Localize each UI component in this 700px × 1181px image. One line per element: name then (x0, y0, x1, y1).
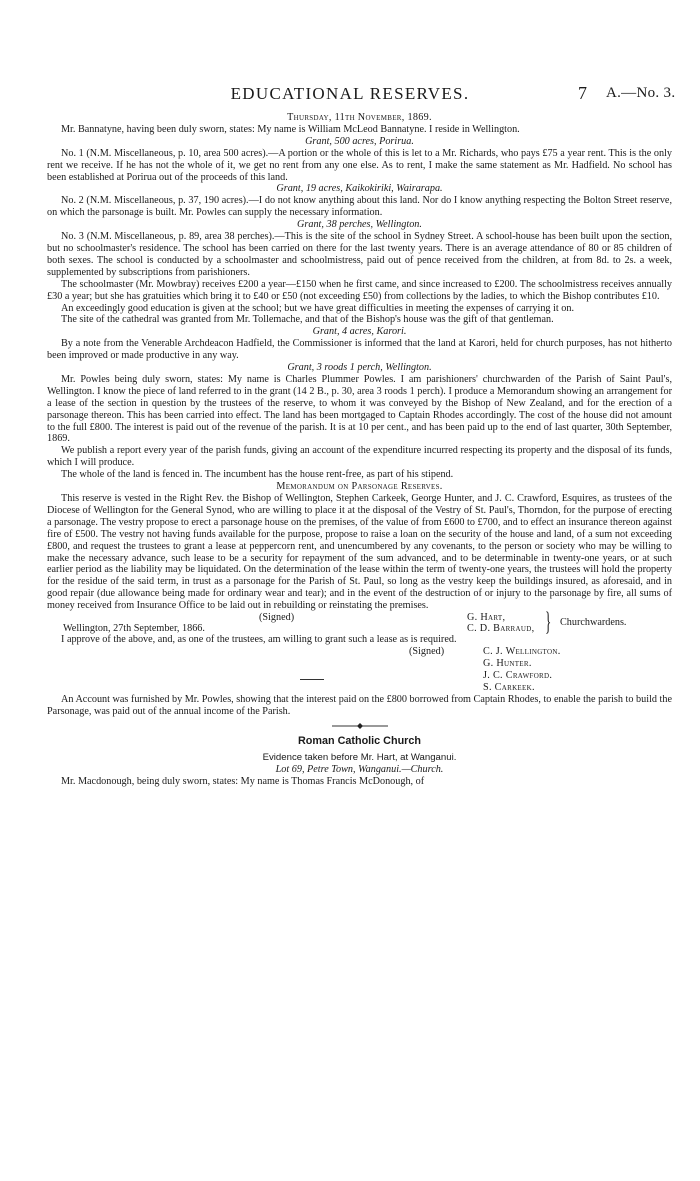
paragraph-karori: By a note from the Venerable Archdeacon Hadfield, the Commissioner is informed that the land at Karori, held for church purposes, has not hitherto been improved or made productive in any way. (47, 338, 672, 362)
document-reference: A.—No. 3. (606, 85, 676, 101)
page-header (0, 84, 700, 104)
signed-label: (Signed) (259, 612, 295, 624)
memorandum-title: Memorandum on Parsonage Reserves. (276, 481, 443, 493)
paragraph-cathedral: The site of the cathedral was granted from Mr. Tollemache, and that of the Bishop's house was the gift of that gentleman. (61, 314, 554, 326)
signatory-barraud: C. D. Barraud, (467, 623, 535, 635)
macdonough-paragraph: Mr. Macdonough, being duly sworn, states: My name is Thomas Francis McDonough, of (61, 775, 425, 787)
paragraph-no1: No. 1 (N.M. Miscellaneous, p. 10, area 500 acres).—A portion or the whole of this is let to a Mr. Richards, who pays £75 a year rent. This is the only rent we receive. If he has not the whole of it, we get no rent from any one else. As to rent, I make the same statement as Mr. Hadfield. No school has been established at Porirua out of the proceeds of this land. (47, 147, 672, 183)
paragraph-fenced: The whole of the land is fenced in. The incumbent has the house rent-free, as part of his stipend. (61, 469, 454, 481)
memorandum-paragraph: This reserve is vested in the Right Rev. the Bishop of Wellington, Stephen Carkeek, George Hunter, and J. C. Crawford, Esquires, as trustees of the Diocese of Wellington for the General Synod, who are willing to place it at the disposal of the Vestry of St. Paul's, Thorndon, for the purpose of erecting a parsonage. The vestry propose to erect a parsonage house on the premises, of the value of from £600 to £700, and to effect an insurance thereon against fire of £500. The vestry not having funds available for the purpose, propose to raise a loan on the security of the house and land, of a sum not exceeding £800, and request the trustees to grant a lease at peppercorn rent, and unencumbered by any covenants, to the person or society who may be willing to make the necessary advance, such lease to be a security for repayment of the sum advanced, and to be determinable in twenty-one years, or at such earlier period as the liability may be liquidated. On the determination of the lease within the term of twenty-one years, the trustees will hold the property for the residue of the said term, in trust as a parsonage for the Parish of St. Paul, so long as the vestry keep the buildings insured, as aforesaid, and in good repair (due allowance being made for ordinary wear and tear); and in the event of the destruction of or injury to the parsonage by fire, all sums of money received from Insurance Office to be laid out in rebuilding or reinstating the premises. (47, 493, 672, 612)
section-title-karori: Grant, 4 acres, Karori. (312, 326, 407, 338)
paragraph-powles: Mr. Powles being duly sworn, states: My name is Charles Plummer Powles. I am parishioners' churchwarden of the Parish of Saint Paul's, Wellington. I know the piece of land referred to in the grant (14 2 B., p. 30, area 3 roods 1 perch). I produce a Memorandum showing an arrangement for a lease of the section in question by the trustees of the reserve, to whom it was conveyed by the Bishop of New Zealand, and for the erection of a parsonage thereon. This has been carried into effect. The land has been mortgaged to Captain Rhodes accordingly. The cost of the house did not amount to the full £800. The interest is paid out of the revenue of the parish. It is at 10 per cent., and has been paid up to the end of last quarter, 30th September, 1869. (47, 373, 672, 445)
section-title-wellington-38: Grant, 38 perches, Wellington. (297, 219, 422, 231)
trustee-hunter: G. Hunter. (483, 657, 532, 669)
section-title-porirua: Grant, 500 acres, Porirua. (305, 135, 414, 147)
evidence-subheading: Evidence taken before Mr. Hart, at Wanganui. (262, 751, 457, 763)
section-title-wairarapa: Grant, 19 acres, Kaikokiriki, Wairarapa. (276, 183, 443, 195)
trustees-signature-block (47, 646, 672, 694)
signatory-hart: G. Hart, (467, 612, 506, 624)
date-heading: Thursday, 11th November, 1869. (287, 112, 432, 123)
section-title-wellington-3roods: Grant, 3 roods 1 perch, Wellington. (287, 362, 432, 374)
page-number: 7 (578, 83, 587, 103)
document-body (47, 112, 672, 787)
paragraph-no3: No. 3 (N.M. Miscellaneous, p. 89, area 38 perches).—This is the site of the school in Sydney Street. A school-house has been built upon the section, but no schoolmaster's residence. The school has been carried on there for the last twenty years. There is an average attendance of 80 or 85 children of both sexes. The school is conducted by a schoolmaster and schoolmistress, paid out of pence received from the children, at from 8d. to 2s. a week, supplemented by subscriptions from parishioners. (47, 231, 672, 278)
trustee-crawford: J. C. Crawford. (483, 669, 553, 681)
churchwardens-role: Churchwardens. (560, 617, 627, 629)
account-paragraph: An Account was furnished by Mr. Powles, showing that the interest paid on the £800 borrowed from Captain Rhodes, to enable the parish to build the Parsonage, was paid out of the annual income of the Parish. (47, 693, 672, 717)
paragraph-schoolmaster: The schoolmaster (Mr. Mowbray) receives £200 a year—£150 when he first came, and since increased to £200. The schoolmistress receives annually £30 a year; but she has gratuities which bring it to £40 or £50 (not exceeding £50) from collections by the ladies, to which the Bishop contributes £10. (47, 278, 672, 302)
paragraph-education: An exceedingly good education is given at the school; but we have great difficulties in meeting the expenses of carrying it on. (61, 302, 575, 314)
trustee-wellington: C. J. Wellington. (483, 645, 561, 657)
trustee-carkeek: S. Carkeek. (483, 681, 535, 693)
churchwardens-signature-block (47, 607, 672, 637)
approval-line: I approve of the above, and, as one of the trustees, am willing to grant such a lease as is required. (61, 634, 457, 646)
ornamental-rule (332, 722, 388, 730)
roman-catholic-heading: Roman Catholic Church (298, 734, 421, 747)
intro-paragraph: Mr. Bannatyne, having been duly sworn, states: My name is William McLeod Bannatyne. I reside in Wellington. (61, 123, 520, 135)
paragraph-report: We publish a report every year of the parish funds, giving an account of the expenditure incurred respecting its property and the disposal of its funds, which I will produce. (47, 445, 672, 469)
paragraph-no2: No. 2 (N.M. Miscellaneous, p. 37, 190 acres).—I do not know anything about this land. Nor do I know anything respecting the Bolton Street reserve, on which the parsonage is built. Mr. Powles can supply the necessary information. (47, 195, 672, 219)
brace: } (545, 607, 552, 637)
short-rule (300, 679, 324, 680)
lot-title: Lot 69, Petre Town, Wanganui.—Church. (275, 763, 444, 775)
place-date: Wellington, 27th September, 1866. (63, 623, 205, 635)
signed-label-2: (Signed) (409, 645, 445, 657)
running-title: EDUCATIONAL RESERVES. (230, 84, 470, 103)
